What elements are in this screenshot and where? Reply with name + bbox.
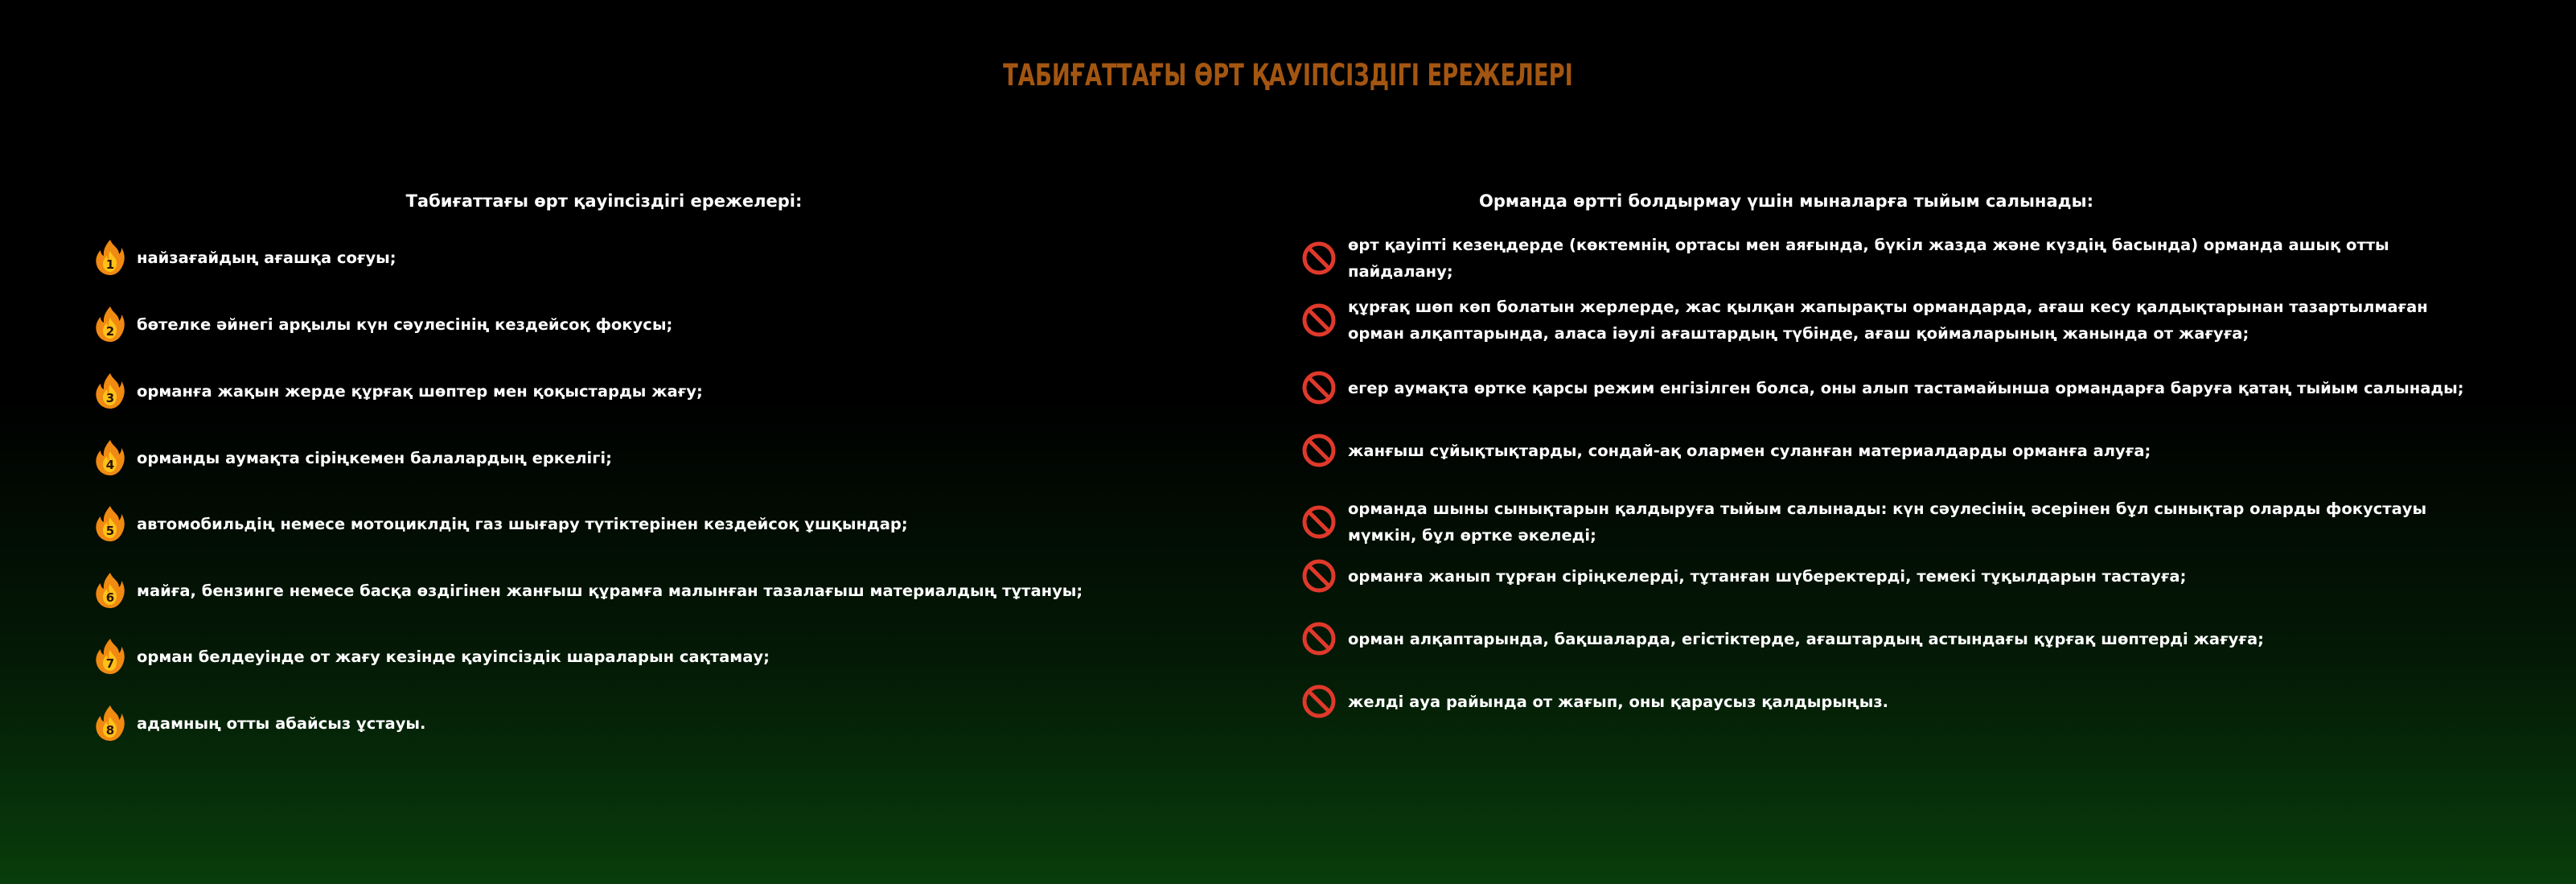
fire-number-icon xyxy=(95,238,125,277)
prohibition-item xyxy=(1301,558,2466,594)
prohibitions-heading: Орманда өртті болдырмау үшін мыналарға тыйым салынады: xyxy=(1479,191,2093,211)
fire-number-label: 7 xyxy=(105,656,115,671)
fire-cause-text: орманды аумақта сіріңкемен балалардың еркелігі; xyxy=(137,448,612,467)
fire-number-icon xyxy=(95,372,125,410)
fire-number-icon xyxy=(95,704,125,742)
fire-cause-text: автомобильдің немесе мотоциклдің газ шығару түтіктерінен кездейсоқ ұшқындар; xyxy=(137,514,908,533)
fire-causes-heading: Табиғаттағы өрт қауіпсіздігі ережелері: xyxy=(405,191,803,211)
fire-cause-text: найзағайдың ағашқа соғуы; xyxy=(137,248,396,267)
fire-cause-text: орманға жақын жерде құрғақ шөптер мен қоқыстарды жағу; xyxy=(137,381,703,401)
page-title: ТАБИҒАТТАҒЫ ӨРТ ҚАУІПСІЗДІГІ ЕРЕЖЕЛЕРІ xyxy=(1003,58,1573,93)
fire-number-label: 2 xyxy=(105,324,115,339)
prohibited-icon xyxy=(1301,504,1337,540)
prohibited-icon xyxy=(1301,302,1337,338)
fire-number-label: 4 xyxy=(105,458,115,472)
prohibition-text: орманда шыны сынықтарын қалдыруға тыйым салынады: күн сәулесінің әсерінен бұл сынықтар оларды фокустауы мүмкін, бұл өртке әкеледі; xyxy=(1348,500,2427,545)
prohibition-item xyxy=(1301,370,2466,405)
prohibition-text: егер аумақта өртке қарсы режим енгізілген болса, оны алып тастамайынша ормандарға баруға қатаң тыйым салынады; xyxy=(1348,378,2464,397)
prohibited-icon xyxy=(1301,558,1337,594)
prohibition-text: орманға жанып тұрған сіріңкелерді, тұтанған шүберектерді, темекі тұқылдарын тастауға; xyxy=(1348,566,2187,586)
fire-cause-item xyxy=(95,372,703,410)
fire-number-label: 3 xyxy=(105,391,115,405)
prohibited-icon xyxy=(1301,241,1337,276)
fire-cause-item xyxy=(95,504,908,543)
prohibition-item xyxy=(1301,232,2466,285)
prohibited-icon xyxy=(1301,433,1337,468)
prohibition-text: құрғақ шөп көп болатын жерлерде, жас қылқан жапырақты ормандарда, ағаш кесу қалдықтарынан тазартылмаған орман алқаптарында, аласа іәулі ағаштардың түбінде, ағаш қоймаларының жанында от жағуға; xyxy=(1348,298,2428,343)
prohibition-item xyxy=(1301,621,2466,656)
fire-cause-item xyxy=(95,238,396,277)
fire-cause-item xyxy=(95,637,770,676)
fire-cause-text: адамның отты абайсыз ұстауы. xyxy=(137,713,426,733)
prohibited-icon xyxy=(1301,621,1337,656)
fire-cause-item xyxy=(95,438,612,477)
fire-cause-item xyxy=(95,571,1083,610)
fire-causes-section xyxy=(95,191,1277,738)
prohibition-item xyxy=(1301,294,2466,347)
fire-number-label: 6 xyxy=(105,590,115,605)
prohibition-item xyxy=(1301,433,2466,468)
prohibition-text: өрт қауіпті кезеңдерде (көктемнің ортасы мен аяғында, бүкіл жазда және күздің басында) орманда ашық отты пайдалану; xyxy=(1348,236,2389,281)
prohibited-icon xyxy=(1301,370,1337,405)
fire-number-icon xyxy=(95,571,125,610)
fire-cause-text: майға, бензинге немесе басқа өздігінен жанғыш құрамға малынған тазалағыш материалдың тұтануы; xyxy=(137,581,1083,600)
fire-number-icon xyxy=(95,305,125,343)
fire-number-label: 1 xyxy=(105,257,115,272)
fire-number-icon xyxy=(95,637,125,676)
fire-number-label: 5 xyxy=(105,524,115,538)
fire-cause-item xyxy=(95,305,672,343)
fire-number-icon xyxy=(95,504,125,543)
prohibition-item xyxy=(1301,495,2466,549)
prohibitions-section xyxy=(1301,191,2475,711)
fire-cause-text: орман белдеуінде от жағу кезінде қауіпсіздік шараларын сақтамау; xyxy=(137,647,770,666)
prohibition-item xyxy=(1301,684,2466,719)
prohibition-text: орман алқаптарында, бақшаларда, егістіктерде, ағаштардың астындағы құрғақ шөптерді жағуға; xyxy=(1348,629,2264,648)
fire-cause-item xyxy=(95,704,425,742)
fire-cause-text: бөтелке әйнегі арқылы күн сәулесінің кездейсоқ фокусы; xyxy=(137,315,673,334)
fire-number-icon xyxy=(95,438,125,477)
prohibition-text: желді ауа райында от жағып, оны қараусыз қалдырыңыз. xyxy=(1348,692,1889,711)
prohibited-icon xyxy=(1301,684,1337,719)
prohibition-text: жанғыш сұйықтықтарды, сондай-ақ олармен суланған материалдарды орманға алуға; xyxy=(1348,441,2151,460)
fire-number-label: 8 xyxy=(105,723,115,738)
